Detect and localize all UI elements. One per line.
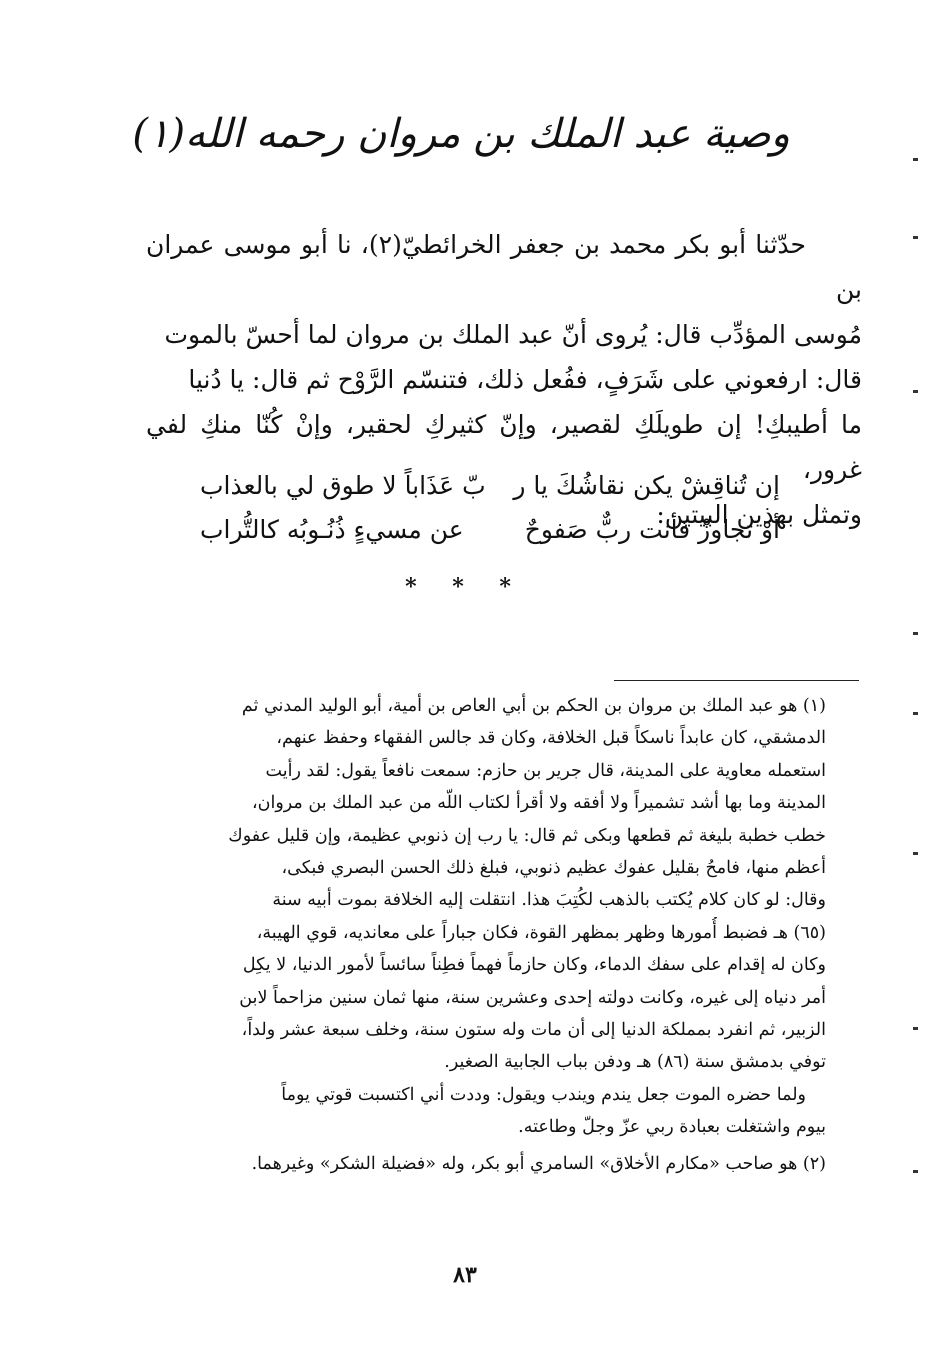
footnote-line: (٢) هو صاحب «مكارم الأخلاق» السامري أبو بكر، وله «فضيلة الشكر» وغيرهما. xyxy=(251,1153,826,1174)
footnote-line: بيوم واشتغلت بعبادة ربي عزّ وجلّ وطاعته. xyxy=(518,1117,826,1138)
footnote-line: ولما حضره الموت جعل يندم ويندب ويقول: وددت أني اكتسبت قوتي يوماً xyxy=(281,1084,806,1105)
page-number: ٨٣ xyxy=(453,1262,477,1288)
footnote-line: أعظم منها، فامحُ بقليل عفوك عظيم ذنوبي، فبلغ ذلك الحسن البصري فبكى، xyxy=(281,858,826,879)
footnotes xyxy=(136,690,826,1180)
chapter-title: وصية عبد الملك بن مروان رحمه الله(١) xyxy=(132,111,790,157)
footnote-line: وكان له إقدام على سفك الدماء، وكان حازماً فهماً فطِناً سائساً لأمور الدنيا، لا يكِل xyxy=(242,955,826,976)
footnote-line: الزبير، ثم انفرد بمملكة الدنيا إلى أن مات وله ستون سنة، وخلف سبعة عشر ولداً، xyxy=(241,1020,826,1041)
footnote-line: المدينة وما بها أشد تشميراً ولا أفقه ولا أقرأ لكتاب اللّه من عبد الملك بن مروان، xyxy=(251,793,826,814)
footnote-line: وقال: لو كان كلام يُكتب بالذهب لكُتِبَ هذا. انتقلت إليه الخلافة بموت أبيه سنة xyxy=(272,890,826,911)
footnote-line: (٦٥) هـ فضبط أُمورها وظهر بمظهر القوة، فكان جباراً على معانديه، قوي الهيبة، xyxy=(256,922,826,943)
body-line: قال: ارفعوني على شَرَفٍ، ففُعل ذلك، فتنسّم الرَّوْح ثم قال: يا دُنيا xyxy=(188,365,862,394)
footnote-line: أمر دنياه إلى غيره، وكانت دولته إحدى وعشرين سنة، منها ثمان سنين مزاحماً لابن xyxy=(239,987,826,1008)
verse-second-hemistich: عن مسيءٍ ذُنُـوبُه كالتُّراب xyxy=(200,515,464,544)
verse-line xyxy=(200,508,780,552)
margin-mark xyxy=(913,236,918,239)
body-line: وتمثل بهذين البيتين: xyxy=(656,500,862,529)
verse-first-hemistich: أوْ تجاوزْ فأنت ربٌّ صَفوحٌ xyxy=(524,515,780,544)
footnote-line: خطب خطبة بليغة ثم قطعها وبكى ثم قال: يا رب إن ذنوبي عظيمة، وإن قليل عفوك xyxy=(228,825,826,846)
body-line: ما أطيبكِ! إن طويلَكِ لقصير، وإنّ كثيركِ لحقير، وإنْ كُنّا منكِ لفي غرور، xyxy=(146,410,862,484)
footnote-line: توفي بدمشق سنة (٨٦) هـ ودفن بباب الجابية الصغير. xyxy=(444,1052,826,1073)
body-line: مُوسى المؤدِّب قال: يُروى أنّ عبد الملك بن مروان لما أحسّ بالموت xyxy=(164,320,862,349)
section-separator: * * * xyxy=(405,574,525,600)
footnote-line: استعمله معاوية على المدينة، قال جرير بن حازم: سمعت نافعاً يقول: لقد رأيت xyxy=(265,760,826,781)
footnote-line: (١) هو عبد الملك بن مروان بن الحكم بن أبي العاص بن أمية، أبو الوليد المدني ثم xyxy=(241,696,826,716)
margin-mark xyxy=(913,1170,918,1173)
verse-second-hemistich: بّ عَذَاباً لا طوق لي بالعذاب xyxy=(200,471,486,500)
margin-mark xyxy=(913,390,918,393)
margin-mark xyxy=(913,158,918,161)
body-line: حدّثنا أبو بكر محمد بن جعفر الخرائطيّ(٢)، نا أبو موسى عمران بن xyxy=(146,230,862,304)
footnote-line: الدمشقي، كان عابداً ناسكاً قبل الخلافة، وكان قد جالس الفقهاء وحفظ عنهم، xyxy=(276,728,826,749)
poem xyxy=(200,464,780,552)
verse-line xyxy=(200,464,780,508)
margin-mark xyxy=(913,712,918,715)
margin-mark xyxy=(913,1027,918,1030)
verse-first-hemistich: إن تُناقِشْ يكن نقاشُكَ يا ر xyxy=(513,471,780,500)
footnote-divider xyxy=(614,680,859,681)
margin-mark xyxy=(913,632,918,635)
margin-mark xyxy=(913,852,918,855)
